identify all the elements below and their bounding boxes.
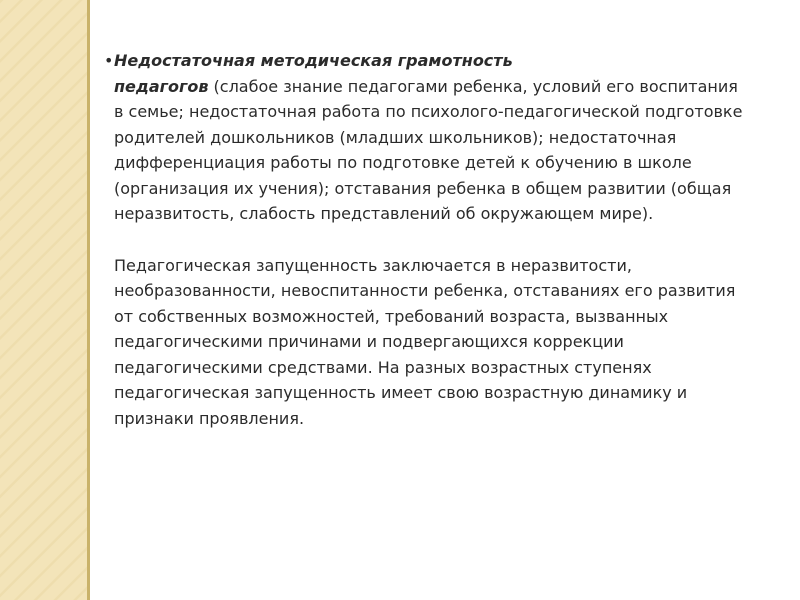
decorative-sidebar [0,0,87,600]
para1-lead-line2: педагогов [114,76,209,96]
para1-lead-line1: Недостаточная методическая грамотность [114,51,513,70]
paragraph-1 [104,48,744,227]
paragraph-2: Педагогическая запущенность заключается в неразвитости, необразованности, невоспитанности ребенка, отставаниях его развития от собственных возможностей, требований возраста, вызванных педагогическими причинами и подвергающихся коррекции педагогическими средствами. На разных возрастных ступенях педагогическая запущенность имеет свою возрастную динамику и признаки проявления. [114,255,736,428]
para1-text: (слабое знание педагогами ребенка, условий его воспитания в семье; недостаточная работа по психолого-педагогической подготовке родителей дошкольников (младших школьников); недостаточная дифференциация работы по подготовке детей к обучению в школе (организация их учения); отставания ребенка в общем развитии (общая неразвитость, слабость представлений об окружающем мире). [114,76,743,223]
sidebar-pattern [0,0,87,600]
slide-content [104,48,744,431]
bullet-marker: • [104,51,114,70]
sidebar-divider [87,0,90,600]
